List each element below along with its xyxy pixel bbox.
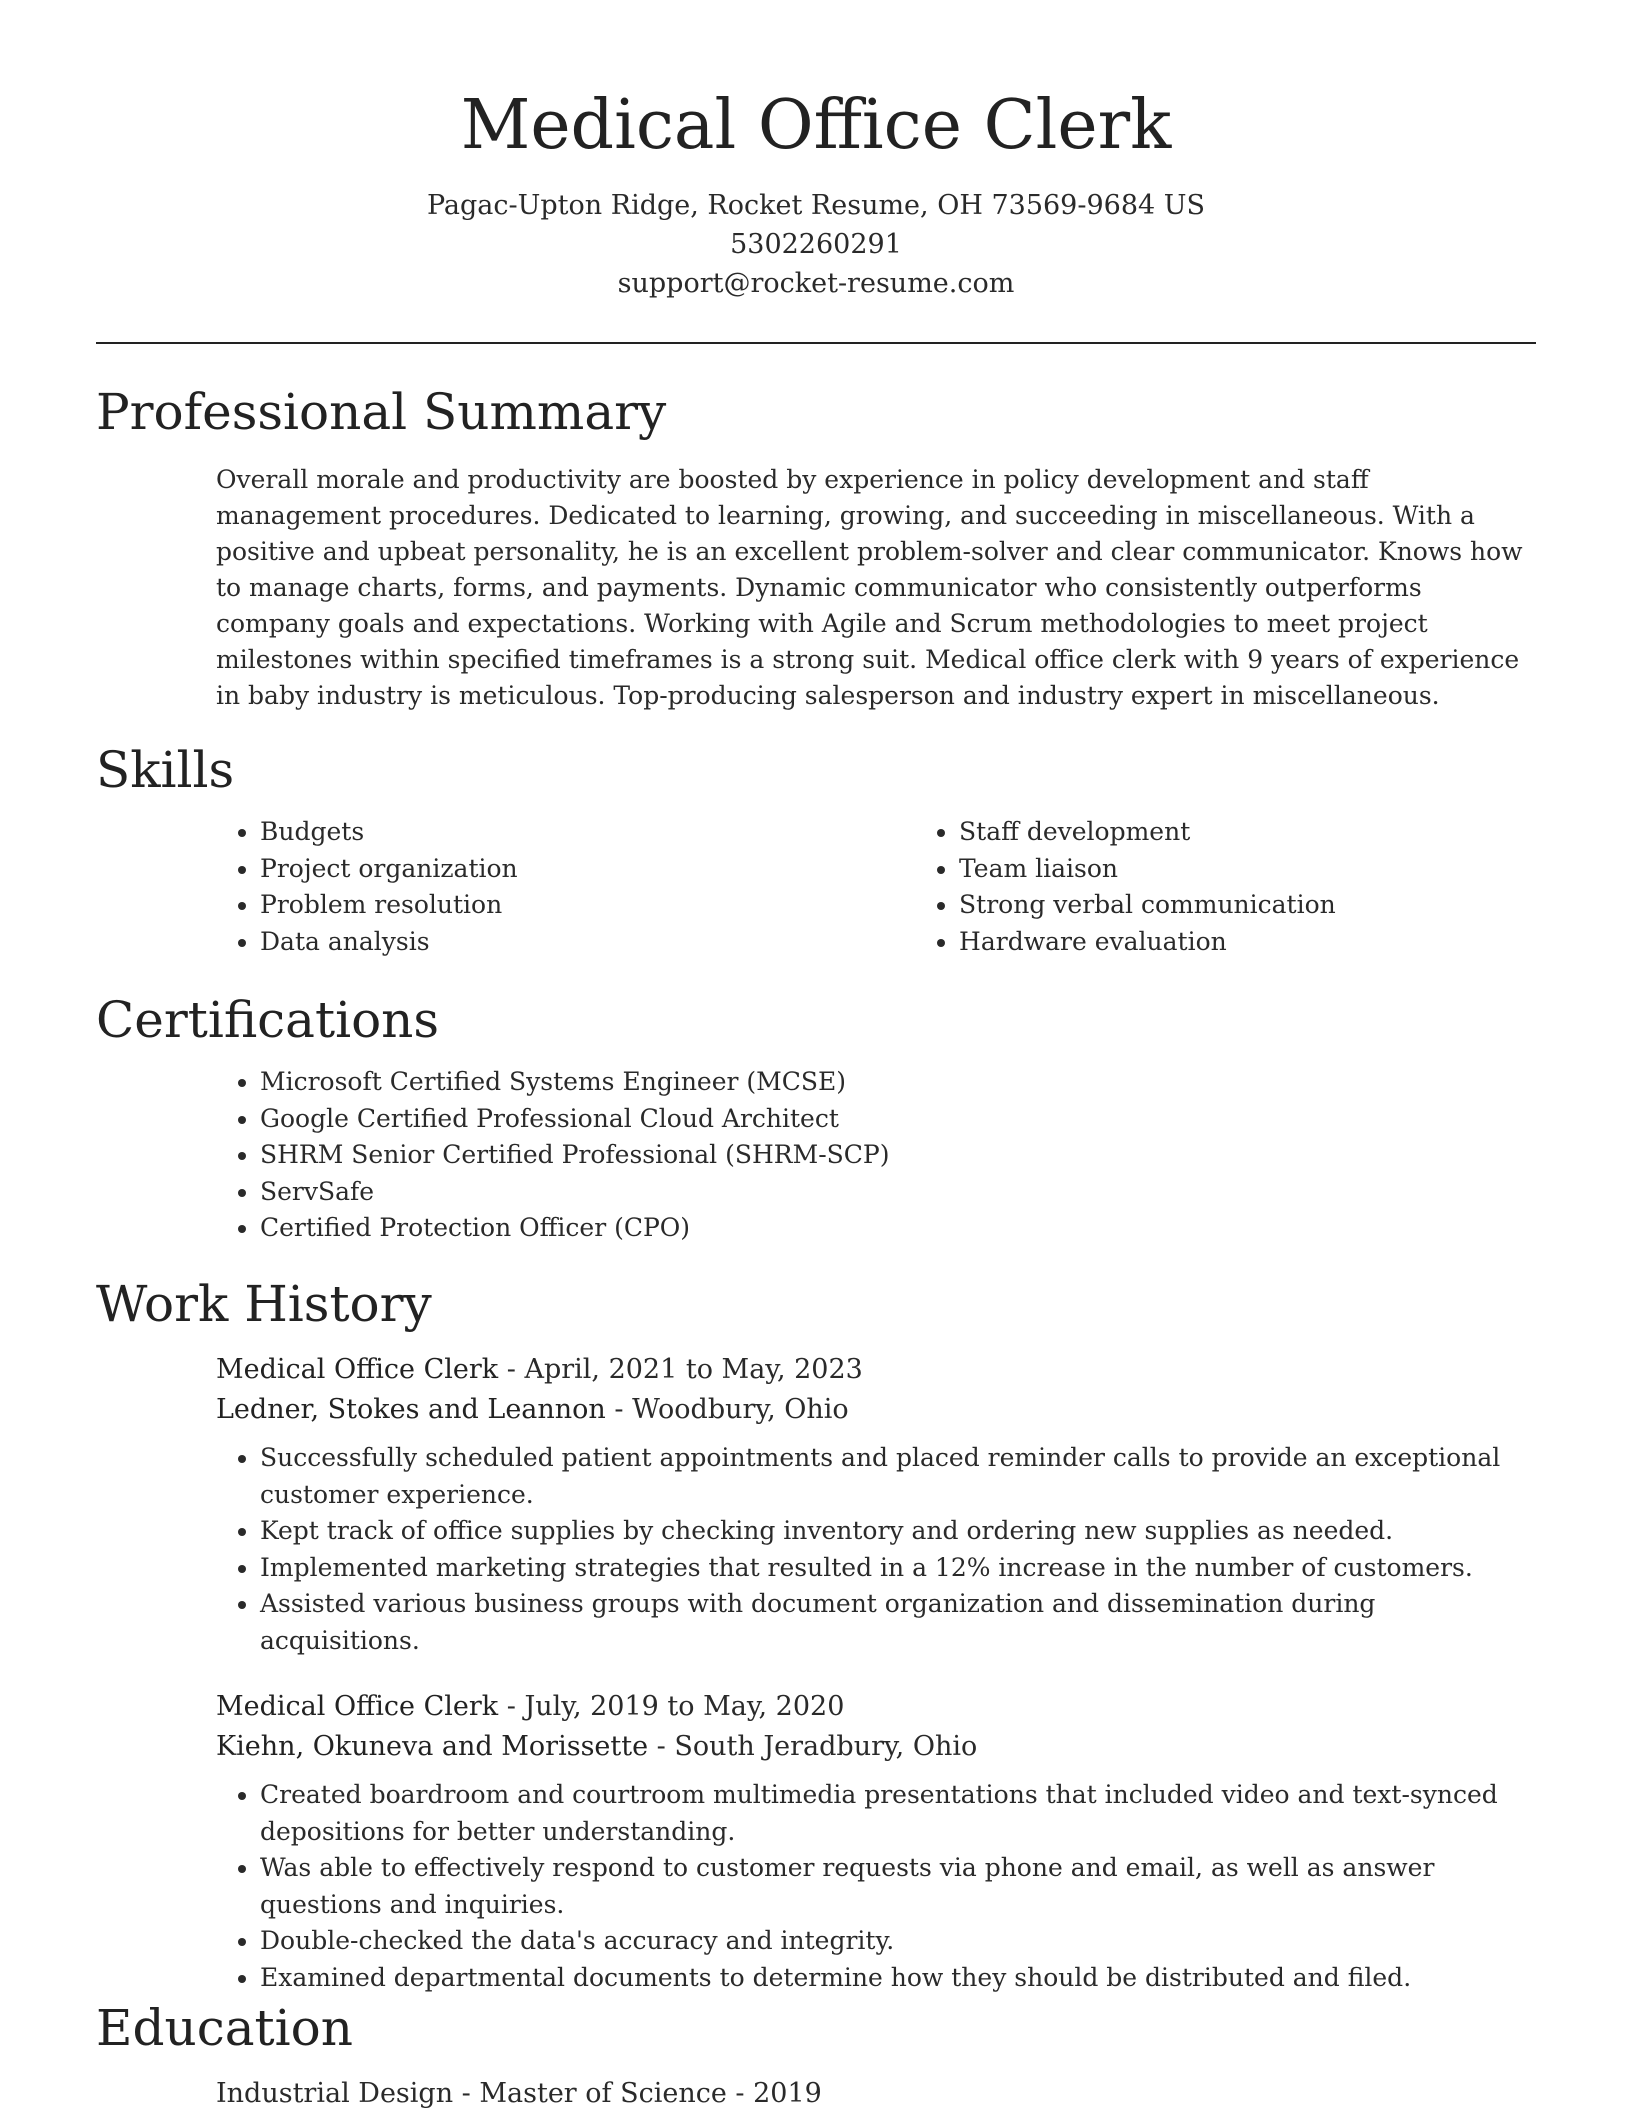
list-item: • Staff development bbox=[959, 814, 1536, 851]
skills-columns bbox=[96, 814, 1536, 960]
job-dates: - July, 2019 to May, 2020 bbox=[498, 1691, 845, 1722]
job-company: Kiehn, Okuneva and Morissette bbox=[216, 1731, 649, 1762]
section-summary bbox=[96, 380, 1536, 714]
list-item: • Team liaison bbox=[959, 851, 1536, 888]
list-item: • Google Certified Professional Cloud Architect bbox=[260, 1101, 1536, 1138]
job-company-line bbox=[216, 1390, 1536, 1430]
list-item: • SHRM Senior Certified Professional (SHRM-SCP) bbox=[260, 1137, 1536, 1174]
job-entry bbox=[96, 1350, 1536, 1659]
job-title: Medical Office Clerk bbox=[216, 1354, 499, 1385]
header-divider bbox=[96, 342, 1536, 344]
list-item: • Project organization bbox=[260, 851, 885, 888]
job-title: Medical Office Clerk bbox=[216, 1691, 499, 1722]
skills-title: Skills bbox=[96, 741, 235, 799]
summary-title: Professional Summary bbox=[96, 383, 667, 441]
list-item: • Strong verbal communication bbox=[959, 887, 1536, 924]
list-item: • Certified Protection Officer (CPO) bbox=[260, 1210, 1536, 1247]
summary-text: Overall morale and productivity are boosted by experience in policy development and staff management procedures. Dedicated to learning, growing, and succeeding in miscellaneous. With a positive and upbeat personality, he is an excellent problem-solver and clear communicator. Knows how to manage charts, forms, and payments. Dynamic communicator who consistently outperforms company goals and expectations. Working with Agile and Scrum methodologies to meet project milestones within specified timeframes is a strong suit. Medical office clerk with 9 years of experience in baby industry is meticulous. Top-producing salesperson and industry expert in miscellaneous. bbox=[216, 465, 1523, 710]
job-location: - South Jeradbury, Ohio bbox=[648, 1731, 978, 1762]
list-item: • ServSafe bbox=[260, 1174, 1536, 1211]
section-certifications bbox=[96, 988, 1536, 1247]
job-bullets bbox=[96, 1777, 1536, 1996]
resume-header bbox=[0, 80, 1632, 303]
section-skills bbox=[96, 738, 1536, 960]
list-item: • Implemented marketing strategies that resulted in a 12% increase in the number of customers. bbox=[260, 1550, 1536, 1587]
list-item: • Budgets bbox=[260, 814, 885, 851]
job-title-line bbox=[216, 1687, 1536, 1727]
list-item: • Problem resolution bbox=[260, 887, 885, 924]
list-item: • Microsoft Certified Systems Engineer (MCSE) bbox=[260, 1064, 1536, 1101]
candidate-name: Medical Office Clerk bbox=[460, 86, 1172, 165]
list-item: • Created boardroom and courtroom multimedia presentations that included video and text-synced depositions for better understanding. bbox=[260, 1777, 1536, 1850]
skills-list-left bbox=[96, 814, 885, 960]
job-location: - Woodbury, Ohio bbox=[605, 1394, 849, 1425]
job-dates: - April, 2021 to May, 2023 bbox=[498, 1354, 863, 1385]
job-title-line bbox=[216, 1350, 1536, 1390]
certifications-title: Certifications bbox=[96, 991, 440, 1049]
work-title: Work History bbox=[96, 1275, 432, 1333]
list-item: • Was able to effectively respond to customer requests via phone and email, as well as answer questions and inquiries. bbox=[260, 1850, 1536, 1923]
section-work-history bbox=[96, 1272, 1536, 2024]
list-item: • Examined departmental documents to determine how they should be distributed and filed. bbox=[260, 1960, 1536, 1997]
contact-email: support@rocket-resume.com bbox=[617, 268, 1015, 299]
job-company-line bbox=[216, 1727, 1536, 1767]
contact-address: Pagac-Upton Ridge, Rocket Resume, OH 73569-9684 US bbox=[426, 190, 1206, 221]
list-item: • Kept track of office supplies by checking inventory and ordering new supplies as needed. bbox=[260, 1513, 1536, 1550]
list-item: • Successfully scheduled patient appointments and placed reminder calls to provide an exceptional customer experience. bbox=[260, 1440, 1536, 1513]
certifications-list bbox=[96, 1064, 1536, 1247]
contact-phone: 5302260291 bbox=[730, 229, 902, 260]
job-entry bbox=[96, 1687, 1536, 1996]
list-item: • Hardware evaluation bbox=[959, 924, 1536, 961]
list-item: • Assisted various business groups with document organization and dissemination during acquisitions. bbox=[260, 1586, 1536, 1659]
skills-list-right bbox=[885, 814, 1536, 960]
contact-block bbox=[0, 186, 1632, 303]
education-title: Education bbox=[96, 1999, 353, 2057]
list-item: • Data analysis bbox=[260, 924, 885, 961]
section-education bbox=[96, 1996, 1536, 2114]
job-bullets bbox=[96, 1440, 1536, 1659]
job-company: Ledner, Stokes and Leannon bbox=[216, 1394, 606, 1425]
list-item: • Double-checked the data's accuracy and integrity. bbox=[260, 1923, 1536, 1960]
education-entry: Industrial Design - Master of Science - 2019 bbox=[216, 2078, 822, 2109]
